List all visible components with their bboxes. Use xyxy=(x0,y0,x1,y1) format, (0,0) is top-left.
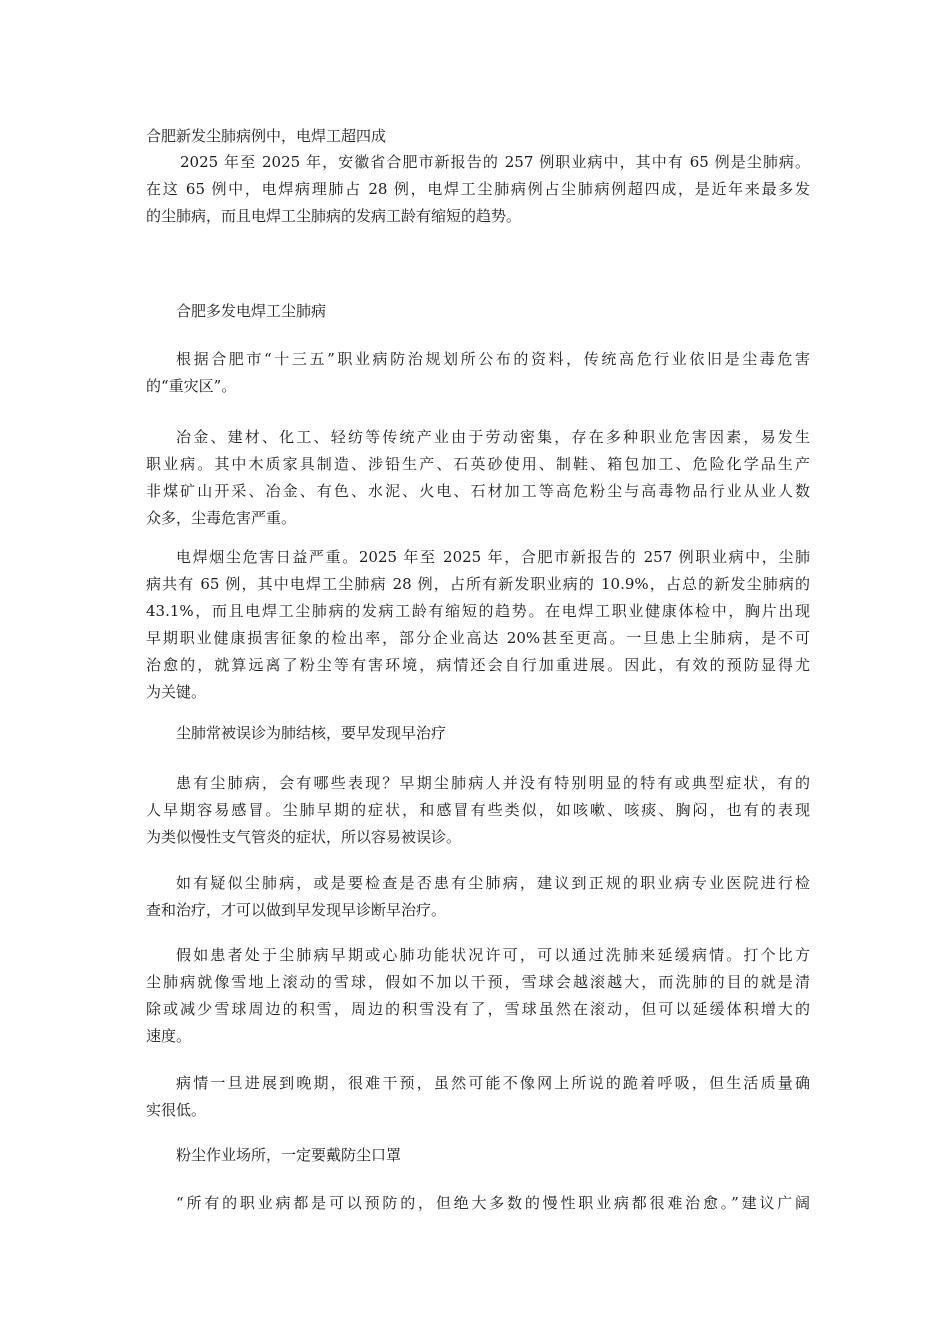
intro-line: 在这 65 例中，电焊病理肺占 28 例，电焊工尘肺病例占尘肺病例超四成，是近年来最多发 xyxy=(146,180,810,198)
section-heading-1 xyxy=(146,298,810,325)
paragraph-line: 电焊烟尘危害日益严重。2025 年至 2025 年，合肥市新报告的 257 例职业病中，尘肺 xyxy=(176,548,810,566)
paragraph-1 xyxy=(146,346,810,400)
paragraph-line: 实很低。 xyxy=(146,1101,207,1119)
section-heading: 粉尘作业场所，一定要戴防尘口罩 xyxy=(176,1146,402,1164)
section-heading: 尘肺常被误诊为肺结核，要早发现早治疗 xyxy=(176,724,447,742)
paragraph-line: 职业病。其中木质家具制造、涉铅生产、石英砂使用、制鞋、箱包加工、危险化学品生产 xyxy=(146,455,810,473)
article-title-block xyxy=(146,123,810,150)
paragraph-3 xyxy=(146,544,810,706)
paragraph-line: 为关键。 xyxy=(146,683,207,701)
paragraph-line: 43.1%，而且电焊工尘肺病的发病工龄有缩短的趋势。在电焊工职业健康体检中，胸片出现 xyxy=(146,602,810,620)
section-heading: 合肥多发电焊工尘肺病 xyxy=(176,302,327,320)
paragraph-7 xyxy=(146,1070,810,1124)
paragraph-line: 冶金、建材、化工、轻纺等传统产业由于劳动密集，存在多种职业危害因素，易发生 xyxy=(176,428,810,446)
paragraph-8 xyxy=(146,1190,810,1217)
paragraph-line: 病共有 65 例，其中电焊工尘肺病 28 例，占所有新发职业病的 10.9%，占总的新发尘肺病的 xyxy=(146,575,810,593)
paragraph-5 xyxy=(146,870,810,924)
paragraph-line: 人早期容易感冒。尘肺早期的症状，和感冒有些类似，如咳嗽、咳痰、胸闷，也有的表现 xyxy=(146,801,810,819)
paragraph-line: 的“重灾区”。 xyxy=(146,377,237,395)
paragraph-line: 治愈的，就算远离了粉尘等有害环境，病情还会自行加重进展。因此，有效的预防显得尤 xyxy=(146,656,810,674)
paragraph-2 xyxy=(146,424,810,532)
section-heading-2 xyxy=(146,720,810,747)
paragraph-line: 早期职业健康损害征象的检出率，部分企业高达 20%甚至更高。一旦患上尘肺病，是不可 xyxy=(146,629,810,647)
intro-paragraph xyxy=(146,149,810,230)
paragraph-line: 非煤矿山开采、冶金、有色、水泥、火电、石材加工等高危粉尘与高毒物品行业从业人数 xyxy=(146,482,810,500)
paragraph-line: “所有的职业病都是可以预防的，但绝大多数的慢性职业病都很难治愈。”建议广阔 xyxy=(176,1194,810,1212)
section-heading-3 xyxy=(146,1142,810,1169)
intro-line: 的尘肺病，而且电焊工尘肺病的发病工龄有缩短的趋势。 xyxy=(146,207,522,225)
paragraph-line: 除或减少雪球周边的积雪，周边的积雪没有了，雪球虽然在滚动，但可以延缓体积增大的 xyxy=(146,1000,810,1018)
paragraph-line: 速度。 xyxy=(146,1027,192,1045)
paragraph-6 xyxy=(146,942,810,1050)
article-title: 合肥新发尘肺病例中，电焊工超四成 xyxy=(146,127,387,145)
paragraph-4 xyxy=(146,770,810,851)
paragraph-line: 为类似慢性支气管炎的症状，所以容易被误诊。 xyxy=(146,828,462,846)
intro-line: 2025 年至 2025 年，安徽省合肥市新报告的 257 例职业病中，其中有 65 例是尘肺病。 xyxy=(180,153,810,171)
paragraph-line: 病情一旦进展到晚期，很难干预，虽然可能不像网上所说的跪着呼吸，但生活质量确 xyxy=(176,1074,810,1092)
paragraph-line: 如有疑似尘肺病，或是要检查是否患有尘肺病，建议到正规的职业病专业医院进行检 xyxy=(176,874,810,892)
paragraph-line: 尘肺病就像雪地上滚动的雪球，假如不加以干预，雪球会越滚越大，而洗肺的目的就是清 xyxy=(146,973,810,991)
paragraph-line: 假如患者处于尘肺病早期或心肺功能状况许可，可以通过洗肺来延缓病情。打个比方 xyxy=(176,946,810,964)
paragraph-line: 患有尘肺病，会有哪些表现？早期尘肺病人并没有特别明显的特有或典型症状，有的 xyxy=(176,774,810,792)
paragraph-line: 根据合肥市“十三五”职业病防治规划所公布的资料，传统高危行业依旧是尘毒危害 xyxy=(176,350,810,368)
paragraph-line: 查和治疗，才可以做到早发现早诊断早治疗。 xyxy=(146,901,447,919)
paragraph-line: 众多，尘毒危害严重。 xyxy=(146,509,297,527)
